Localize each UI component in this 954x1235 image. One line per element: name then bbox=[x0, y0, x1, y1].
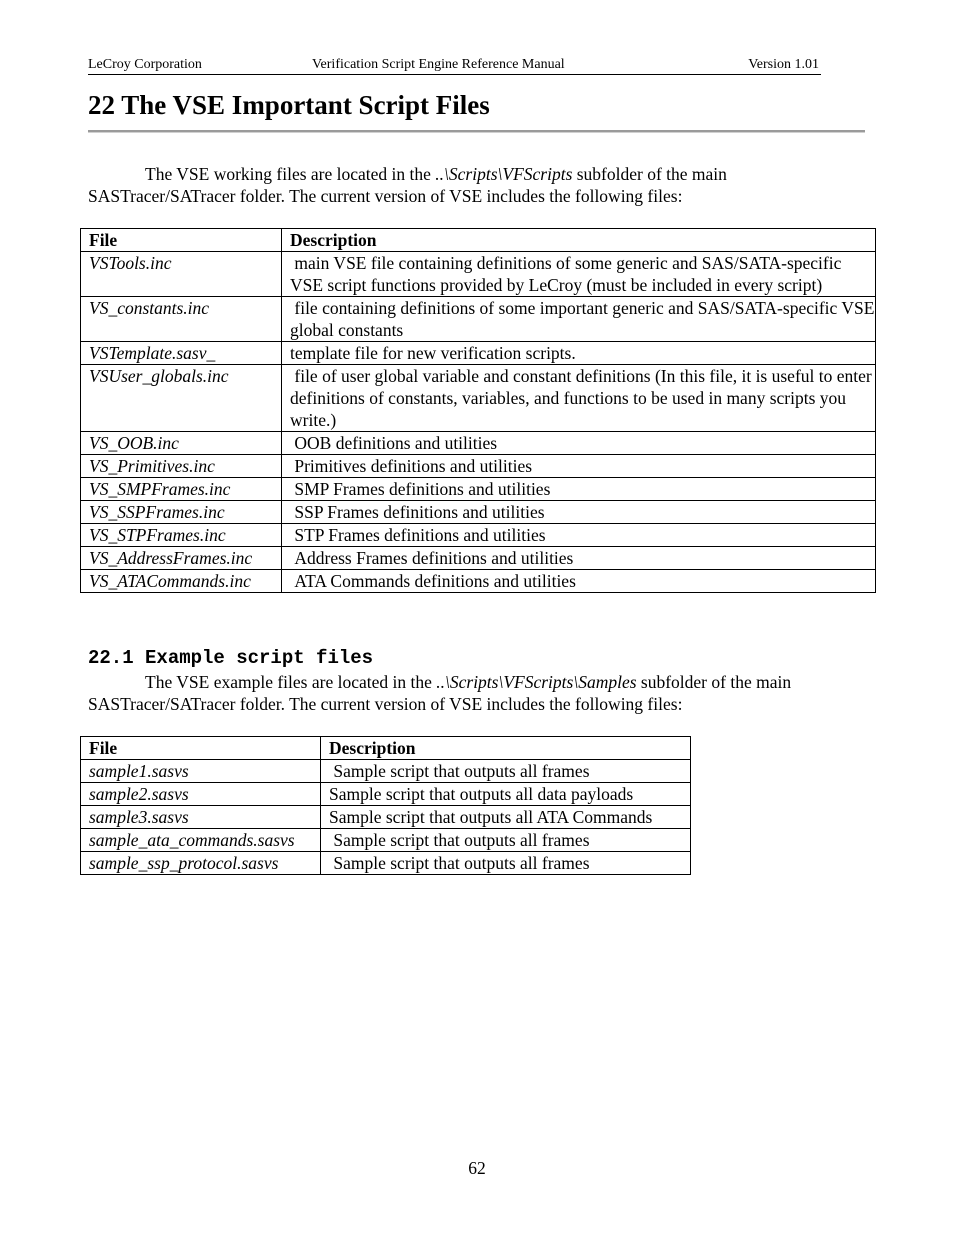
header-manual-title: Verification Script Engine Reference Manual bbox=[312, 57, 565, 72]
file-name-cell: VS_SMPFrames.inc bbox=[81, 478, 282, 501]
column-header-description: Description bbox=[282, 229, 876, 252]
file-name-cell: VS_ATACommands.inc bbox=[81, 570, 282, 593]
file-name-cell: sample2.sasvs bbox=[81, 783, 321, 806]
description-cell: Sample script that outputs all ATA Commands bbox=[321, 806, 691, 829]
description-cell: SSP Frames definitions and utilities bbox=[282, 501, 876, 524]
file-name-cell: VS_STPFrames.inc bbox=[81, 524, 282, 547]
header-version: Version 1.01 bbox=[748, 57, 819, 72]
table-row bbox=[81, 760, 691, 783]
description-cell: Sample script that outputs all frames bbox=[321, 852, 691, 875]
intro-text-after: subfolder of the main SASTracer/SATracer folder. The current version of VSE includes the following files: bbox=[88, 164, 727, 206]
section-paragraph bbox=[88, 671, 868, 715]
description-cell: template file for new verification scripts. bbox=[282, 342, 876, 365]
description-cell: Sample script that outputs all frames bbox=[321, 760, 691, 783]
file-name-cell: sample_ata_commands.sasvs bbox=[81, 829, 321, 852]
description-cell: Address Frames definitions and utilities bbox=[282, 547, 876, 570]
table-row bbox=[81, 570, 876, 593]
file-name-cell: sample3.sasvs bbox=[81, 806, 321, 829]
samples-table-body bbox=[81, 760, 691, 875]
table-row bbox=[81, 806, 691, 829]
page-title: 22 The VSE Important Script Files bbox=[88, 90, 490, 120]
table-row bbox=[81, 524, 876, 547]
file-name-cell: VSUser_globals.inc bbox=[81, 365, 282, 432]
section-text-before: The VSE example files are located in the bbox=[145, 672, 437, 692]
file-name-cell: VSTools.inc bbox=[81, 252, 282, 297]
table-header-row bbox=[81, 737, 691, 760]
description-cell: SMP Frames definitions and utilities bbox=[282, 478, 876, 501]
description-cell: Sample script that outputs all data payloads bbox=[321, 783, 691, 806]
table-row bbox=[81, 829, 691, 852]
description-cell: file containing definitions of some important generic and SAS/SATA-specific VSE global constants bbox=[282, 297, 876, 342]
column-header-file: File bbox=[81, 737, 321, 760]
intro-path: ..\Scripts\VFScripts bbox=[435, 164, 573, 184]
file-name-cell: VSTemplate.sasv_ bbox=[81, 342, 282, 365]
table-row bbox=[81, 547, 876, 570]
table-row bbox=[81, 455, 876, 478]
intro-text-before: The VSE working files are located in the bbox=[145, 164, 436, 184]
table-row bbox=[81, 342, 876, 365]
table-row bbox=[81, 365, 876, 432]
table-row bbox=[81, 852, 691, 875]
table-row bbox=[81, 478, 876, 501]
file-name-cell: sample1.sasvs bbox=[81, 760, 321, 783]
column-header-description: Description bbox=[321, 737, 691, 760]
description-cell: Primitives definitions and utilities bbox=[282, 455, 876, 478]
page-header bbox=[88, 56, 821, 75]
table-row bbox=[81, 252, 876, 297]
table-row bbox=[81, 297, 876, 342]
files-table-body bbox=[81, 252, 879, 593]
file-name-cell: VS_constants.inc bbox=[81, 297, 282, 342]
file-name-cell: VS_OOB.inc bbox=[81, 432, 282, 455]
column-header-file: File bbox=[81, 229, 282, 252]
description-cell: main VSE file containing definitions of some generic and SAS/SATA-specific VSE script functions provided by LeCroy (must be included in every script) bbox=[282, 252, 876, 297]
section-heading: 22.1 Example script files bbox=[88, 647, 374, 669]
description-cell: Sample script that outputs all frames bbox=[321, 829, 691, 852]
samples-table bbox=[80, 736, 691, 875]
file-name-cell: sample_ssp_protocol.sasvs bbox=[81, 852, 321, 875]
description-cell: OOB definitions and utilities bbox=[282, 432, 876, 455]
file-name-cell: VS_SSPFrames.inc bbox=[81, 501, 282, 524]
table-row bbox=[81, 783, 691, 806]
file-name-cell: VS_Primitives.inc bbox=[81, 455, 282, 478]
title-divider bbox=[88, 130, 865, 133]
files-table bbox=[80, 228, 879, 593]
description-cell: STP Frames definitions and utilities bbox=[282, 524, 876, 547]
description-cell: ATA Commands definitions and utilities bbox=[282, 570, 876, 593]
section-path: ..\Scripts\VFScripts\Samples bbox=[436, 672, 637, 692]
page-number: 62 bbox=[468, 1158, 486, 1178]
intro-paragraph bbox=[88, 163, 868, 207]
section-text-after: subfolder of the main SASTracer/SATracer folder. The current version of VSE includes the following files: bbox=[88, 672, 792, 714]
description-cell: file of user global variable and constant definitions (In this file, it is useful to enter definitions of constants, variables, and functions to be used in many scripts you write.) bbox=[282, 365, 876, 432]
table-header-row bbox=[81, 229, 876, 252]
file-name-cell: VS_AddressFrames.inc bbox=[81, 547, 282, 570]
table-row bbox=[81, 501, 876, 524]
table-row bbox=[81, 432, 876, 455]
header-company: LeCroy Corporation bbox=[88, 57, 202, 72]
